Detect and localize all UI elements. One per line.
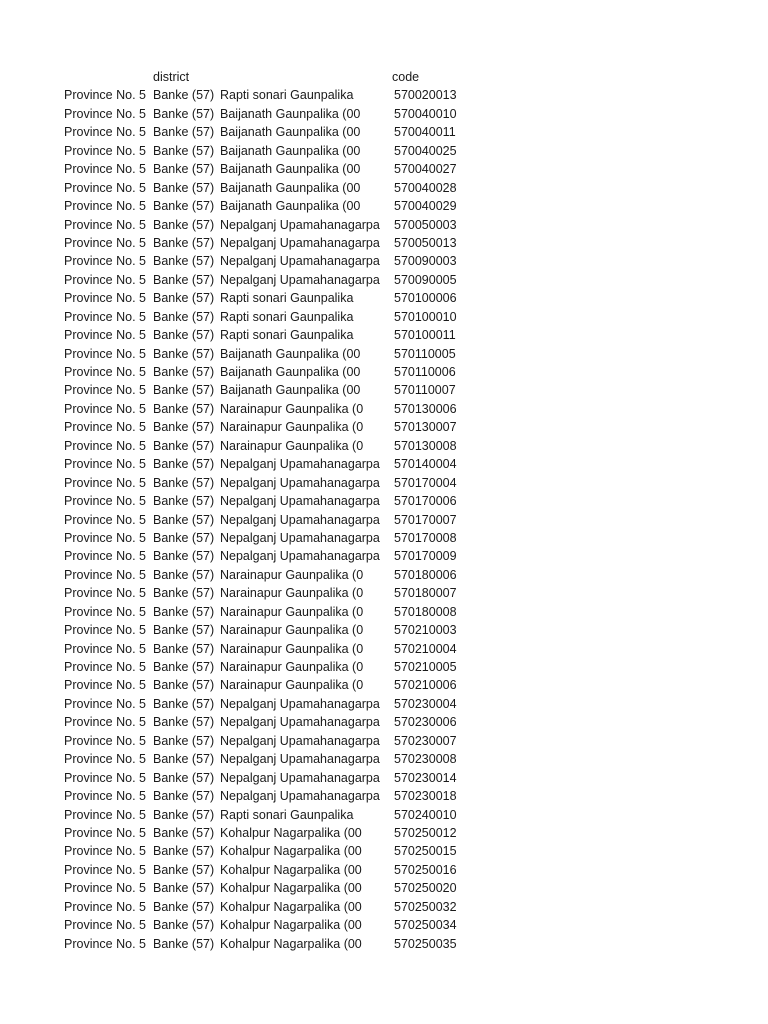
district-cell: Banke (57)	[153, 844, 215, 859]
municipality-cell: Rapti sonari Gaunpalika	[220, 807, 354, 822]
province-cell: Province No. 5	[64, 199, 146, 214]
code-cell: 570230008	[394, 752, 457, 767]
header-district: district	[153, 70, 190, 84]
district-cell: Banke (57)	[153, 623, 215, 638]
district-cell: Banke (57)	[153, 328, 215, 343]
district-cell: Banke (57)	[153, 457, 215, 472]
municipality-cell: Kohalpur Nagarpalika (00	[220, 862, 362, 877]
district-cell: Banke (57)	[153, 641, 215, 656]
municipality-cell: Baijanath Gaunpalika (00	[220, 125, 361, 140]
province-cell: Province No. 5	[64, 604, 146, 619]
district-cell: Banke (57)	[153, 807, 215, 822]
province-cell: Province No. 5	[64, 825, 146, 840]
district-cell: Banke (57)	[153, 162, 215, 177]
code-cell: 570100006	[394, 291, 457, 306]
province-cell: Province No. 5	[64, 420, 146, 435]
province-cell: Province No. 5	[64, 862, 146, 877]
province-cell: Province No. 5	[64, 752, 146, 767]
table-row	[64, 787, 484, 805]
table-row	[64, 271, 484, 289]
province-cell: Province No. 5	[64, 383, 146, 398]
table-body	[64, 86, 484, 953]
district-cell: Banke (57)	[153, 918, 215, 933]
table-row	[64, 879, 484, 897]
table-row	[64, 584, 484, 602]
code-cell: 570250020	[394, 881, 457, 896]
district-cell: Banke (57)	[153, 789, 215, 804]
table-row	[64, 566, 484, 584]
table-row	[64, 547, 484, 565]
table-row	[64, 86, 484, 104]
table-row	[64, 289, 484, 307]
province-cell: Province No. 5	[64, 549, 146, 564]
province-cell: Province No. 5	[64, 235, 146, 250]
table-row	[64, 418, 484, 436]
municipality-cell: Nepalganj Upamahanagarpa	[220, 789, 380, 804]
province-cell: Province No. 5	[64, 217, 146, 232]
code-cell: 570230014	[394, 770, 457, 785]
district-cell: Banke (57)	[153, 586, 215, 601]
province-cell: Province No. 5	[64, 346, 146, 361]
municipality-cell: Narainapur Gaunpalika (0	[220, 678, 364, 693]
municipality-cell: Baijanath Gaunpalika (00	[220, 143, 361, 158]
municipality-cell: Nepalganj Upamahanagarpa	[220, 272, 380, 287]
district-cell: Banke (57)	[153, 143, 215, 158]
header-code: code	[392, 70, 420, 84]
district-cell: Banke (57)	[153, 770, 215, 785]
province-cell: Province No. 5	[64, 641, 146, 656]
code-cell: 570180008	[394, 604, 457, 619]
code-cell: 570180006	[394, 567, 457, 582]
table-row	[64, 732, 484, 750]
province-cell: Province No. 5	[64, 272, 146, 287]
code-cell: 570230004	[394, 696, 457, 711]
province-cell: Province No. 5	[64, 254, 146, 269]
municipality-cell: Nepalganj Upamahanagarpa	[220, 733, 380, 748]
code-cell: 570230018	[394, 789, 457, 804]
district-cell: Banke (57)	[153, 494, 215, 509]
municipality-cell: Nepalganj Upamahanagarpa	[220, 254, 380, 269]
municipality-cell: Narainapur Gaunpalika (0	[220, 567, 364, 582]
table-row	[64, 695, 484, 713]
district-cell: Banke (57)	[153, 475, 215, 490]
code-cell: 570230006	[394, 715, 457, 730]
province-cell: Province No. 5	[64, 291, 146, 306]
district-cell: Banke (57)	[153, 899, 215, 914]
table-row	[64, 437, 484, 455]
province-cell: Province No. 5	[64, 586, 146, 601]
district-cell: Banke (57)	[153, 217, 215, 232]
code-cell: 570040011	[394, 125, 456, 140]
table-row	[64, 492, 484, 510]
code-cell: 570040027	[394, 162, 457, 177]
district-cell: Banke (57)	[153, 604, 215, 619]
district-cell: Banke (57)	[153, 309, 215, 324]
table-row	[64, 529, 484, 547]
code-cell: 570110007	[394, 383, 456, 398]
table-row	[64, 750, 484, 768]
table-row	[64, 216, 484, 234]
district-cell: Banke (57)	[153, 401, 215, 416]
code-cell: 570170006	[394, 494, 457, 509]
municipality-cell: Baijanath Gaunpalika (00	[220, 180, 361, 195]
municipality-cell: Nepalganj Upamahanagarpa	[220, 217, 380, 232]
municipality-cell: Nepalganj Upamahanagarpa	[220, 457, 380, 472]
municipality-cell: Nepalganj Upamahanagarpa	[220, 752, 380, 767]
code-cell: 570090005	[394, 272, 457, 287]
code-cell: 570140004	[394, 457, 457, 472]
table-row	[64, 603, 484, 621]
province-cell: Province No. 5	[64, 807, 146, 822]
district-cell: Banke (57)	[153, 936, 215, 951]
code-cell: 570250032	[394, 899, 457, 914]
municipality-cell: Baijanath Gaunpalika (00	[220, 106, 361, 121]
province-cell: Province No. 5	[64, 457, 146, 472]
municipality-cell: Rapti sonari Gaunpalika	[220, 309, 354, 324]
municipality-cell: Kohalpur Nagarpalika (00	[220, 881, 362, 896]
province-cell: Province No. 5	[64, 106, 146, 121]
table-row	[64, 769, 484, 787]
table-row	[64, 326, 484, 344]
municipality-cell: Narainapur Gaunpalika (0	[220, 604, 364, 619]
table-row	[64, 511, 484, 529]
province-cell: Province No. 5	[64, 899, 146, 914]
municipality-cell: Nepalganj Upamahanagarpa	[220, 696, 380, 711]
code-cell: 570040029	[394, 199, 457, 214]
province-cell: Province No. 5	[64, 678, 146, 693]
code-cell: 570250015	[394, 844, 457, 859]
province-cell: Province No. 5	[64, 365, 146, 379]
code-cell: 570130008	[394, 438, 457, 453]
municipality-cell: Narainapur Gaunpalika (0	[220, 420, 364, 435]
province-cell: Province No. 5	[64, 623, 146, 638]
province-cell: Province No. 5	[64, 180, 146, 195]
municipality-cell: Narainapur Gaunpalika (0	[220, 401, 364, 416]
code-cell: 570170007	[394, 512, 457, 527]
header-row	[64, 68, 484, 86]
province-cell: Province No. 5	[64, 696, 146, 711]
municipality-cell: Narainapur Gaunpalika (0	[220, 438, 364, 453]
province-cell: Province No. 5	[64, 494, 146, 509]
code-cell: 570100011	[394, 328, 456, 343]
table-row	[64, 861, 484, 879]
district-cell: Banke (57)	[153, 106, 215, 121]
municipality-cell: Kohalpur Nagarpalika (00	[220, 899, 362, 914]
municipality-cell: Rapti sonari Gaunpalika	[220, 328, 354, 343]
code-cell: 570130007	[394, 420, 457, 435]
district-cell: Banke (57)	[153, 383, 215, 398]
table-row	[64, 400, 484, 418]
municipality-cell: Rapti sonari Gaunpalika	[220, 291, 354, 306]
table-row	[64, 455, 484, 473]
district-cell: Banke (57)	[153, 346, 215, 361]
province-cell: Province No. 5	[64, 530, 146, 545]
municipality-cell: Baijanath Gaunpalika (00	[220, 162, 361, 177]
province-cell: Province No. 5	[64, 125, 146, 140]
table-row	[64, 676, 484, 694]
district-cell: Banke (57)	[153, 530, 215, 545]
table-row	[64, 381, 484, 399]
table-row	[64, 474, 484, 492]
code-cell: 570210006	[394, 678, 457, 693]
district-cell: Banke (57)	[153, 180, 215, 195]
table-row	[64, 252, 484, 270]
district-cell: Banke (57)	[153, 199, 215, 214]
table-row	[64, 123, 484, 141]
code-cell: 570250035	[394, 936, 457, 951]
table-row	[64, 179, 484, 197]
municipality-cell: Nepalganj Upamahanagarpa	[220, 494, 380, 509]
district-cell: Banke (57)	[153, 365, 215, 379]
district-cell: Banke (57)	[153, 272, 215, 287]
code-cell: 570040025	[394, 143, 457, 158]
province-cell: Province No. 5	[64, 844, 146, 859]
municipality-cell: Kohalpur Nagarpalika (00	[220, 918, 362, 933]
municipality-cell: Nepalganj Upamahanagarpa	[220, 475, 380, 490]
municipality-cell: Narainapur Gaunpalika (0	[220, 660, 364, 674]
table-row	[64, 363, 484, 381]
municipality-cell: Narainapur Gaunpalika (0	[220, 586, 364, 601]
province-cell: Province No. 5	[64, 715, 146, 730]
province-cell: Province No. 5	[64, 789, 146, 804]
table-row	[64, 824, 484, 842]
municipality-cell: Nepalganj Upamahanagarpa	[220, 549, 380, 564]
code-cell: 570210003	[394, 623, 457, 638]
municipality-cell: Narainapur Gaunpalika (0	[220, 623, 364, 638]
code-cell: 570250016	[394, 862, 457, 877]
municipality-cell: Nepalganj Upamahanagarpa	[220, 235, 380, 250]
district-cell: Banke (57)	[153, 88, 215, 103]
municipality-cell: Nepalganj Upamahanagarpa	[220, 530, 380, 545]
table-row	[64, 160, 484, 178]
code-cell: 570050013	[394, 235, 457, 250]
municipality-cell: Baijanath Gaunpalika (00	[220, 383, 361, 398]
province-cell: Province No. 5	[64, 770, 146, 785]
code-cell: 570040028	[394, 180, 457, 195]
municipality-cell: Baijanath Gaunpalika (00	[220, 365, 361, 379]
table-row	[64, 640, 484, 658]
province-cell: Province No. 5	[64, 936, 146, 951]
province-cell: Province No. 5	[64, 401, 146, 416]
table-row	[64, 234, 484, 252]
province-cell: Province No. 5	[64, 475, 146, 490]
district-cell: Banke (57)	[153, 696, 215, 711]
province-cell: Province No. 5	[64, 567, 146, 582]
code-cell: 570240010	[394, 807, 457, 822]
code-cell: 570250034	[394, 918, 457, 933]
code-cell: 570250012	[394, 825, 457, 840]
table-row	[64, 345, 484, 363]
district-cell: Banke (57)	[153, 660, 215, 674]
code-cell: 570180007	[394, 586, 457, 601]
province-cell: Province No. 5	[64, 88, 146, 103]
municipality-cell: Nepalganj Upamahanagarpa	[220, 512, 380, 527]
district-cell: Banke (57)	[153, 254, 215, 269]
municipality-cell: Nepalganj Upamahanagarpa	[220, 715, 380, 730]
district-cell: Banke (57)	[153, 549, 215, 564]
code-cell: 570020013	[394, 88, 457, 103]
district-cell: Banke (57)	[153, 512, 215, 527]
table-row	[64, 142, 484, 160]
district-cell: Banke (57)	[153, 733, 215, 748]
municipality-cell: Narainapur Gaunpalika (0	[220, 641, 364, 656]
district-cell: Banke (57)	[153, 862, 215, 877]
municipality-cell: Kohalpur Nagarpalika (00	[220, 936, 362, 951]
code-cell: 570100010	[394, 309, 457, 324]
code-cell: 570130006	[394, 401, 457, 416]
district-cell: Banke (57)	[153, 420, 215, 435]
table-row	[64, 105, 484, 123]
district-cell: Banke (57)	[153, 881, 215, 896]
district-cell: Banke (57)	[153, 567, 215, 582]
province-cell: Province No. 5	[64, 512, 146, 527]
code-cell: 570210004	[394, 641, 457, 656]
code-cell: 570210005	[394, 660, 457, 674]
code-cell: 570040010	[394, 106, 457, 121]
district-cell: Banke (57)	[153, 715, 215, 730]
district-cell: Banke (57)	[153, 125, 215, 140]
municipality-cell: Rapti sonari Gaunpalika	[220, 88, 354, 103]
province-cell: Province No. 5	[64, 881, 146, 896]
code-cell: 570110006	[394, 365, 456, 379]
district-cell: Banke (57)	[153, 438, 215, 453]
table-row	[64, 197, 484, 215]
table-row	[64, 842, 484, 860]
province-cell: Province No. 5	[64, 733, 146, 748]
province-cell: Province No. 5	[64, 660, 146, 674]
district-cell: Banke (57)	[153, 678, 215, 693]
province-cell: Province No. 5	[64, 918, 146, 933]
table-row	[64, 658, 484, 676]
table-row	[64, 935, 484, 953]
table-row	[64, 621, 484, 639]
municipality-cell: Baijanath Gaunpalika (00	[220, 199, 361, 214]
province-cell: Province No. 5	[64, 143, 146, 158]
district-cell: Banke (57)	[153, 825, 215, 840]
province-cell: Province No. 5	[64, 438, 146, 453]
table-row	[64, 916, 484, 934]
spreadsheet-table	[64, 68, 484, 953]
municipality-cell: Baijanath Gaunpalika (00	[220, 346, 361, 361]
table-row	[64, 806, 484, 824]
code-cell: 570170008	[394, 530, 457, 545]
code-cell: 570170009	[394, 549, 457, 564]
table-row	[64, 898, 484, 916]
district-cell: Banke (57)	[153, 291, 215, 306]
province-cell: Province No. 5	[64, 328, 146, 343]
code-cell: 570230007	[394, 733, 457, 748]
province-cell: Province No. 5	[64, 162, 146, 177]
district-cell: Banke (57)	[153, 752, 215, 767]
code-cell: 570170004	[394, 475, 457, 490]
code-cell: 570110005	[394, 346, 456, 361]
municipality-cell: Kohalpur Nagarpalika (00	[220, 825, 362, 840]
table-row	[64, 713, 484, 731]
code-cell: 570050003	[394, 217, 457, 232]
district-cell: Banke (57)	[153, 235, 215, 250]
municipality-cell: Nepalganj Upamahanagarpa	[220, 770, 380, 785]
municipality-cell: Kohalpur Nagarpalika (00	[220, 844, 362, 859]
code-cell: 570090003	[394, 254, 457, 269]
table-row	[64, 308, 484, 326]
province-cell: Province No. 5	[64, 309, 146, 324]
